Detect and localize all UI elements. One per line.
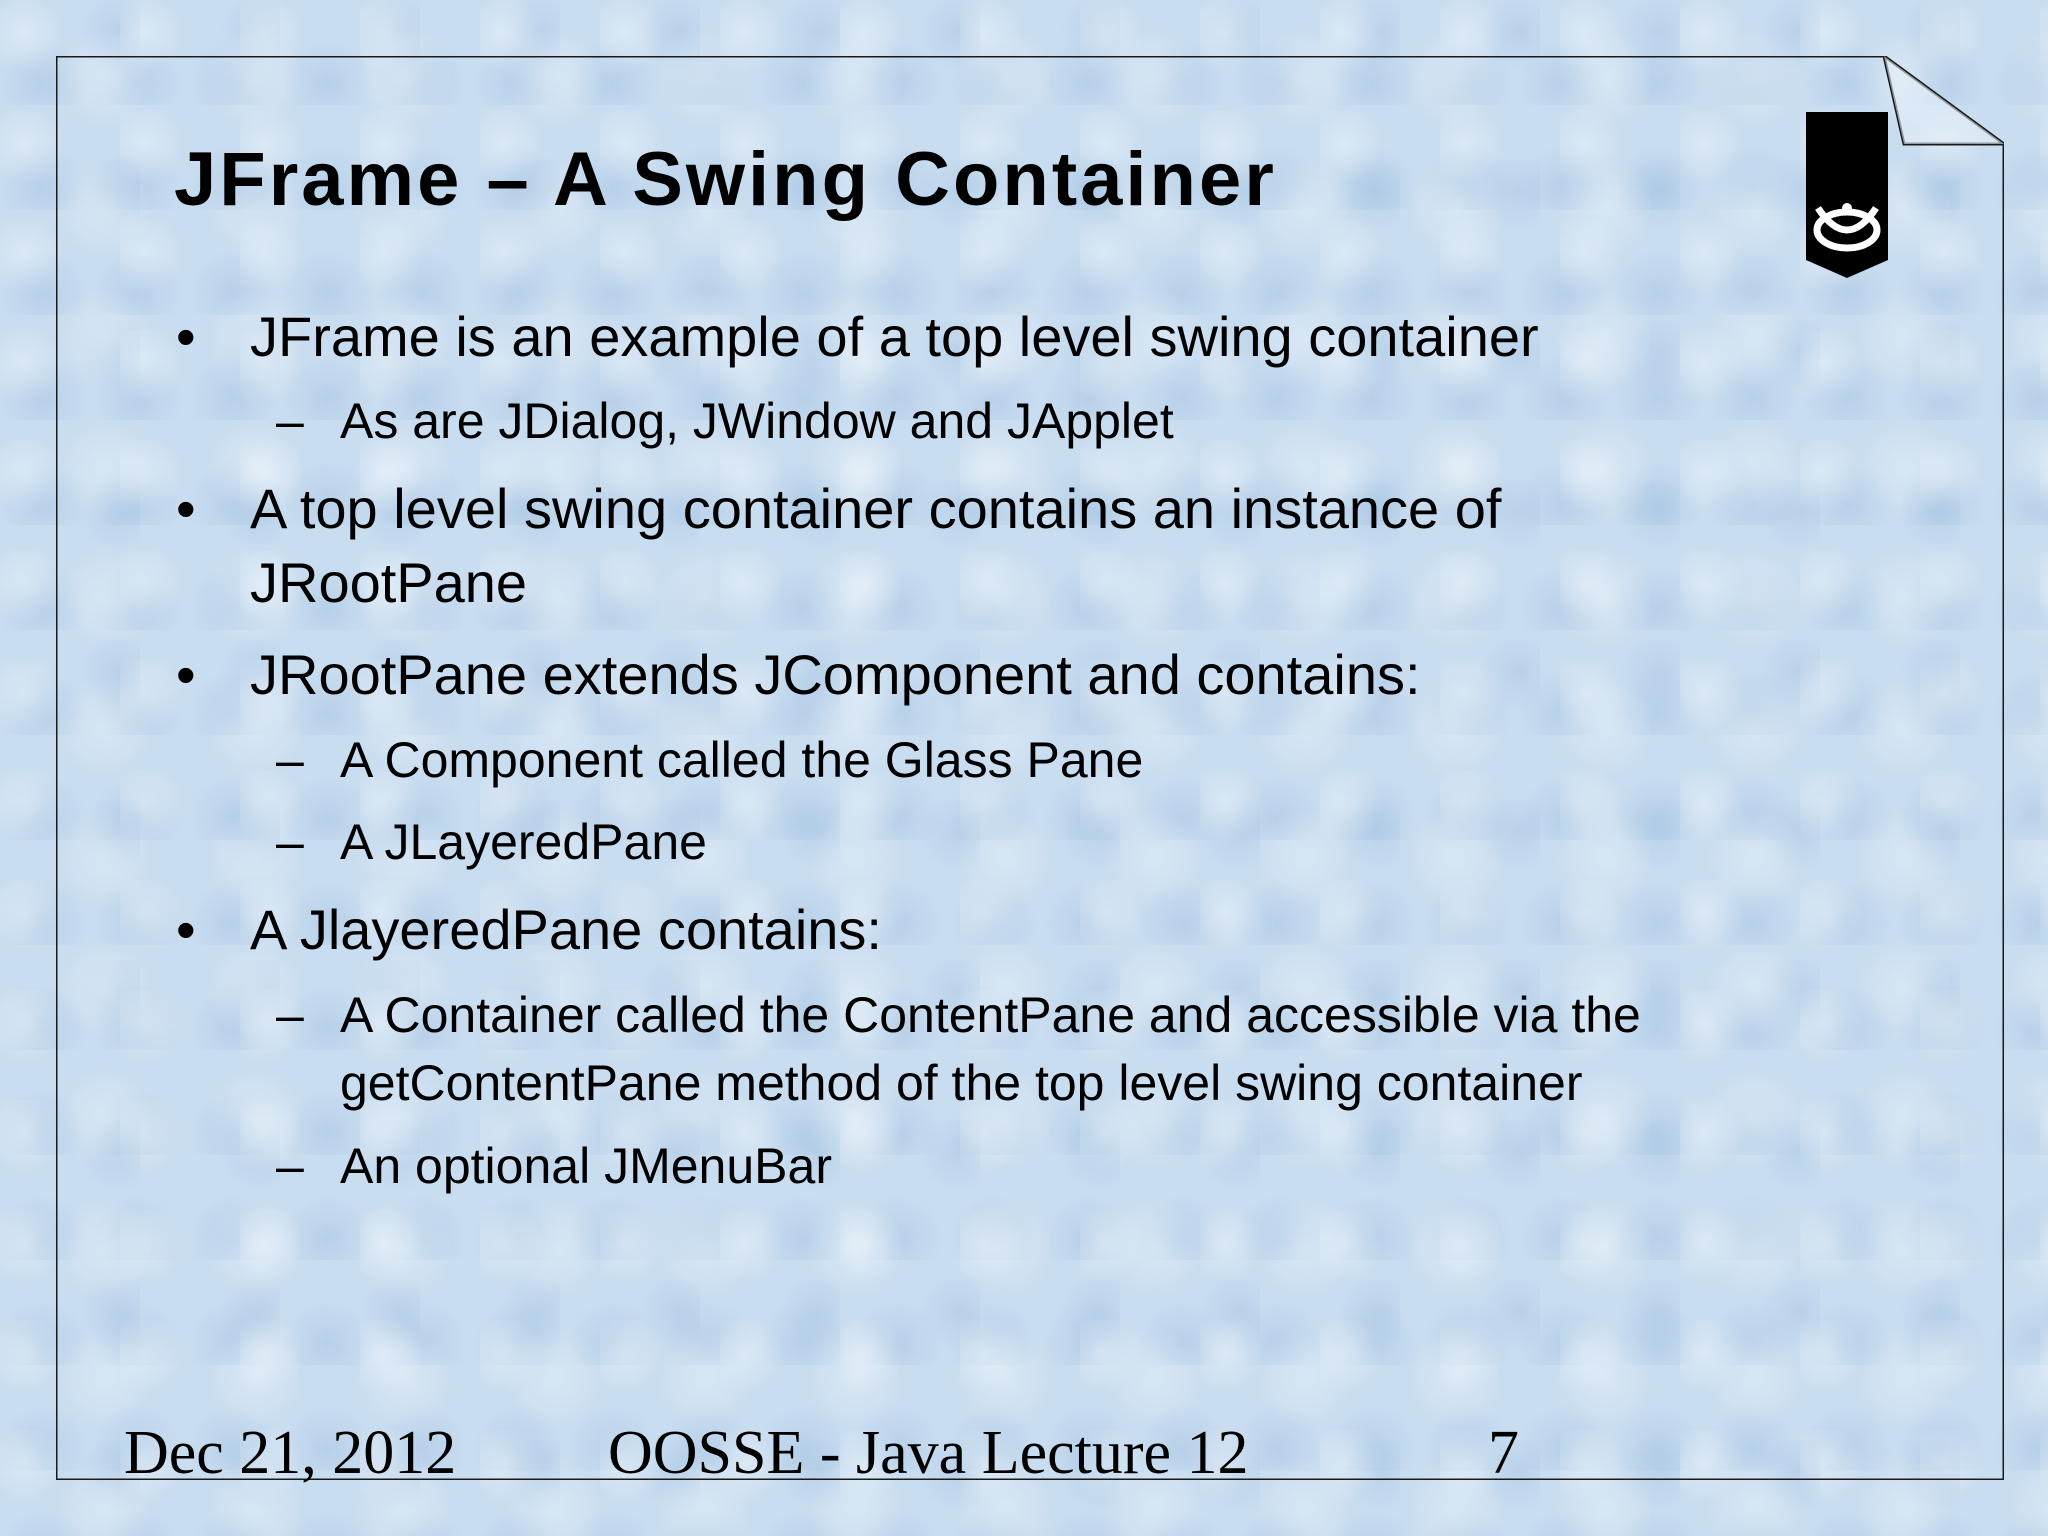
bullet-text: JFrame is an example of a top level swing container — [250, 305, 1539, 368]
footer-date: Dec 21, 2012 — [124, 1419, 457, 1487]
bullet-marker: • — [176, 643, 196, 706]
sub-bullet-marker: – — [276, 987, 304, 1043]
sub-bullet-text: A JLayeredPane — [340, 814, 707, 870]
sub-bullet-marker: – — [276, 814, 304, 870]
footer-course: OOSSE - Java Lecture 12 — [608, 1419, 1249, 1487]
sub-bullet-text: A Component called the Glass Pane — [340, 732, 1144, 788]
bullet-marker: • — [176, 477, 196, 540]
sub-bullet-marker: – — [276, 1138, 304, 1194]
sub-bullet-text: As are JDialog, JWindow and JApplet — [340, 393, 1174, 449]
bullet-marker: • — [176, 305, 196, 368]
bullet-text: JRootPane extends JComponent and contains: — [250, 643, 1421, 706]
sub-bullet-marker: – — [276, 732, 304, 788]
slide-title: JFrame – A Swing Container — [174, 137, 1277, 222]
sub-bullet-text-line-1: A Container called the ContentPane and accessible via the — [340, 987, 1641, 1043]
sub-bullet-marker: – — [276, 393, 304, 449]
footer-page-number: 7 — [1488, 1419, 1519, 1487]
sub-bullet-text-line-2: getContentPane method of the top level swing container — [340, 1055, 1583, 1111]
bullet-marker: • — [176, 898, 196, 961]
sub-bullet-text: An optional JMenuBar — [340, 1138, 832, 1194]
bullet-text-line-1: A top level swing container contains an instance of — [250, 477, 1502, 540]
bullet-text-line-2: JRootPane — [250, 551, 528, 614]
bullet-text: A JlayeredPane contains: — [250, 898, 882, 961]
